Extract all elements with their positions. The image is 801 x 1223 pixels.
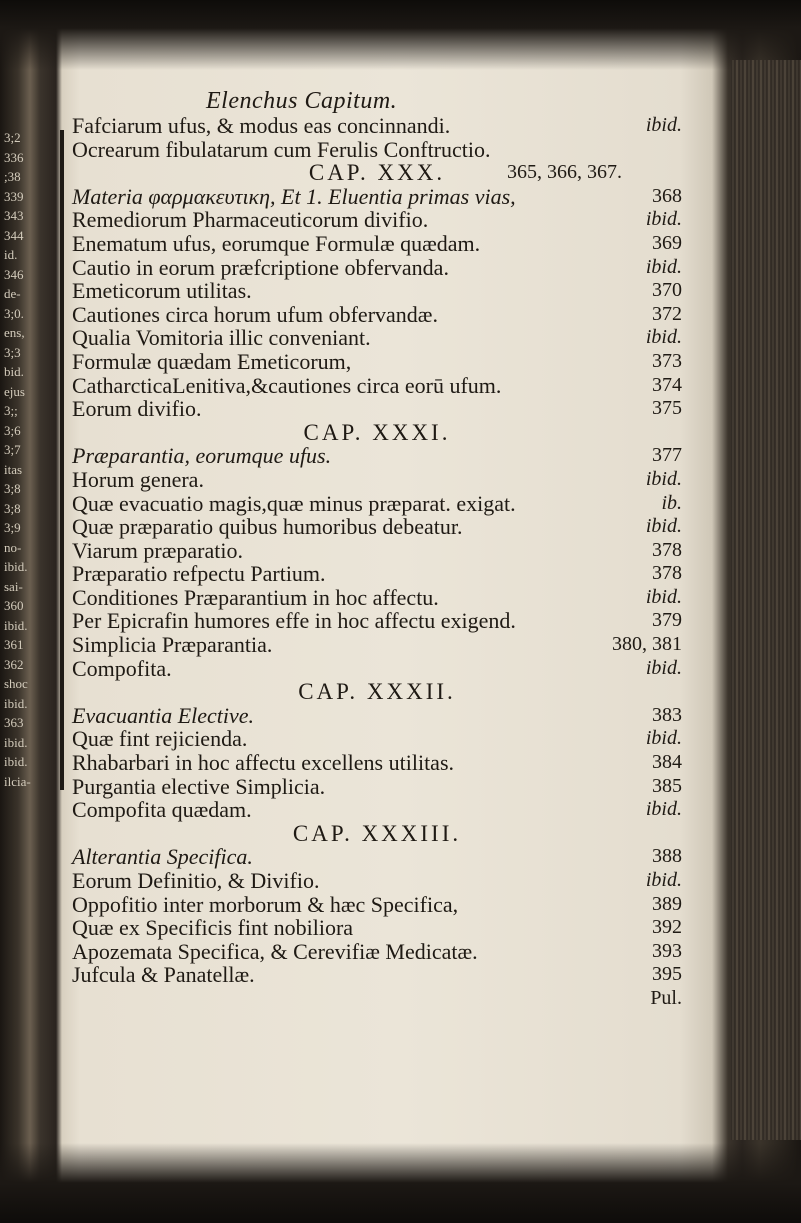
binding-rule [60,130,64,790]
page-reference: 369 [652,231,682,254]
index-entry [72,869,682,893]
index-entry [72,586,682,610]
entry-text: Eorum divifio. [72,396,202,422]
gutter-number: 362 [4,656,24,672]
index-entry [72,987,682,1011]
index-entry [72,492,682,516]
index-entry [72,256,682,280]
page-reference: ibid. [645,727,682,750]
page-reference: ibid. [645,798,682,821]
entry-text: CAP. XXXI. [303,419,451,445]
index-entry [72,138,682,162]
gutter-number: 3;7 [4,442,21,457]
page-reference: ibid. [645,869,682,891]
gutter-number: 346 [4,266,24,282]
entry-text: Simplicia Præparantia. [72,632,273,658]
entry-text: Rhabarbari in hoc affectu excellens utilitas. [72,750,455,776]
gutter-number: ejus [4,383,25,399]
gutter-number: no- [4,539,22,555]
chapter-heading [72,421,682,445]
page-reference: 372 [652,302,682,325]
gutter-number: 344 [4,227,24,243]
page-reference: 370 [652,279,682,302]
entry-text: Emeticorum utilitas. [72,278,252,304]
gutter-number: 343 [4,208,24,223]
index-entry [72,326,682,350]
entry-text: Fafciarum ufus, & modus eas concinnandi. [72,113,451,138]
entry-text: Præparatio refpectu Partium. [72,561,326,587]
entry-text: Qualia Vomitoria illic conveniant. [72,325,371,351]
running-title: Elenchus Capitum. [206,88,398,114]
top-shadow [0,0,801,70]
index-entry [72,845,682,869]
entry-text: Cautio in eorum præfcriptione obfervanda. [72,254,449,280]
gutter-number: 3;; [4,403,18,418]
index-entry [72,232,682,256]
index-entry [72,633,682,657]
index-entry [72,727,682,751]
page-reference: Pul. [650,986,682,1009]
entry-text: Oppofitio inter morborum & hæc Specifica, [72,891,459,917]
gutter-number: 363 [4,715,24,730]
entry-text: Formulæ quædam Emeticorum, [72,348,352,374]
gutter-number: 360 [4,598,24,613]
entry-text: CAP. XXXII. [298,679,456,705]
entry-text: Quæ ex Specificis fint nobiliora [72,915,354,941]
entry-text: Viarum præparatio. [72,537,243,563]
page-reference: 384 [652,751,682,774]
index-entry [72,350,682,374]
page-reference: ib. [661,491,682,514]
page-reference: 378 [652,562,682,585]
entry-text: Præparantia, eorumque ufus. [72,443,332,469]
entry-text: Compofita. [72,655,172,681]
entry-text: Quæ evacuatio magis,quæ minus præparat. exigat. [72,490,516,516]
index-lines [72,114,682,1011]
page-reference: ibid. [645,255,682,278]
gutter-number: sai- [4,578,23,594]
gutter-number: ibid. [4,734,28,750]
page-reference: ibid. [645,467,682,490]
entry-text: Compofita quædam. [72,797,252,823]
gutter-number: 336 [4,149,24,165]
index-entry [72,798,682,822]
index-entry [72,704,682,728]
page-reference: 365, 366, 367. [507,161,622,184]
page-reference: ibid. [645,326,682,349]
page-reference: 389 [652,892,682,915]
gutter-number: 3;2 [4,130,21,145]
chapter-heading [72,822,682,846]
gutter-number: itas [4,461,23,477]
index-entry [72,397,682,421]
gutter-number: 339 [4,188,24,204]
chapter-heading [72,680,682,704]
index-entry [72,657,682,681]
index-entry [72,444,682,468]
index-entry [72,208,682,232]
entry-text: Remediorum Pharmaceuticorum divifio. [72,207,429,233]
page-reference: ibid. [645,515,682,538]
page-reference: 374 [652,373,682,396]
index-entry [72,114,682,138]
page-reference: ibid. [645,114,682,136]
gutter-number: 3;6 [4,422,21,438]
page-reference: 375 [652,397,682,420]
gutter-number: 3;8 [4,500,21,516]
page-reference: 383 [652,703,682,726]
index-entry [72,940,682,964]
gutter-number: 3;3 [4,344,21,360]
entry-text: Materia φαρμακευτικη, Et 1. Eluentia primas vias, [72,183,516,209]
index-entry [72,963,682,987]
index-entry [72,303,682,327]
book-fore-edge [731,60,801,1140]
entry-text: Horum genera. [72,466,204,492]
entry-text: Enematum ufus, eorumque Formulæ quædam. [72,230,481,256]
gutter-number: ens, [4,325,25,340]
index-entry [72,751,682,775]
gutter-number: ibid. [4,695,28,711]
index-entry [72,609,682,633]
index-entry [72,374,682,398]
entry-text: Apozemata Specifica, & Cerevifiæ Medicatæ. [72,938,478,964]
index-entry [72,185,682,209]
bottom-shadow [0,1143,801,1223]
index-entry [72,893,682,917]
page-reference: 368 [652,184,682,207]
entry-text: CatharcticaLenitiva,&cautiones circa eorū ufum. [72,372,502,398]
entry-text: CAP. XXXIII. [292,820,462,846]
page-reference: 380, 381 [612,633,682,656]
index-entry [72,916,682,940]
page-reference: 393 [652,939,682,962]
page-reference: 395 [652,963,682,986]
page-reference: 379 [652,609,682,632]
gutter-number: 3;8 [4,481,21,496]
entry-text: Per Epicrafin humores effe in hoc affectu exigend. [72,608,516,634]
index-entry [72,775,682,799]
gutter-number: shoc [4,676,28,691]
entry-text: Evacuantia Elective. [72,702,255,728]
page-reference: 392 [652,916,682,939]
entry-text: Cautiones circa horum ufum obfervandæ. [72,301,438,327]
entry-text: Jufcula & Panatellæ. [72,962,255,988]
gutter-number: id. [4,247,18,262]
gutter-number: bid. [4,364,24,379]
gutter-number: 3;0. [4,305,24,321]
index-entry [72,539,682,563]
gutter-number: de- [4,286,21,301]
entry-text: Quæ præparatio quibus humoribus debeatur. [72,514,463,540]
index-entry [72,562,682,586]
gutter-number: 361 [4,637,24,652]
index-entry [72,468,682,492]
chapter-heading [72,161,682,185]
gutter-number: ibid. [4,617,28,633]
index-entry [72,279,682,303]
entry-text: Ocrearum fibulatarum cum Ferulis Conftructio. [72,136,491,162]
page-reference: ibid. [645,208,682,231]
gutter-number: ilcia- [4,773,31,789]
page-reference: 373 [652,349,682,372]
entry-text: Quæ fint rejicienda. [72,726,248,752]
entry-text: Alterantia Specifica. [72,844,253,870]
index-entry [72,515,682,539]
gutter-number: ibid. [4,559,28,574]
entry-text: Conditiones Præparantium in hoc affectu. [72,584,439,610]
gutter-number: 3;9 [4,520,21,535]
gutter-number: ibid. [4,754,28,769]
page-reference: ibid. [645,585,682,608]
page-reference: ibid. [645,656,682,679]
entry-text: CAP. XXX. [308,160,446,186]
gutter-number: ;38 [4,169,21,184]
page-reference: 385 [652,774,682,797]
entry-text: Purgantia elective Simplicia. [72,773,326,799]
page-reference: 388 [652,845,682,868]
page-reference: 378 [652,538,682,561]
facing-page-gutter [0,130,58,789]
entry-text: Eorum Definitio, & Divifio. [72,868,320,893]
page-reference: 377 [652,444,682,467]
